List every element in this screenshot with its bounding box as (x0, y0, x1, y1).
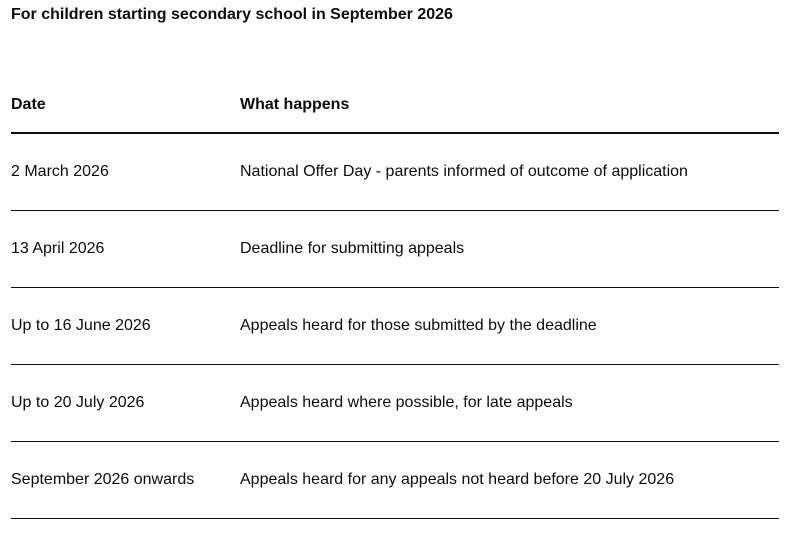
date-cell: 2 March 2026 (11, 133, 240, 211)
table-caption: For children starting secondary school in September 2026 (11, 6, 453, 23)
header-row (11, 78, 779, 133)
table-row (11, 288, 779, 365)
date-cell: Up to 16 June 2026 (11, 288, 240, 365)
event-cell: Deadline for submitting appeals (240, 211, 779, 288)
header-what-happens: What happens (240, 78, 779, 133)
date-cell: September 2026 onwards (11, 442, 240, 519)
header-date: Date (11, 78, 240, 133)
event-cell: Appeals heard for those submitted by the deadline (240, 288, 779, 365)
date-cell: Up to 20 July 2026 (11, 365, 240, 442)
table-row (11, 211, 779, 288)
table-row (11, 365, 779, 442)
event-cell: National Offer Day - parents informed of outcome of application (240, 133, 779, 211)
event-cell: Appeals heard for any appeals not heard before 20 July 2026 (240, 442, 779, 519)
appeals-timetable (11, 78, 779, 519)
event-cell: Appeals heard where possible, for late appeals (240, 365, 779, 442)
table-row (11, 133, 779, 211)
date-cell: 13 April 2026 (11, 211, 240, 288)
table-row (11, 442, 779, 519)
